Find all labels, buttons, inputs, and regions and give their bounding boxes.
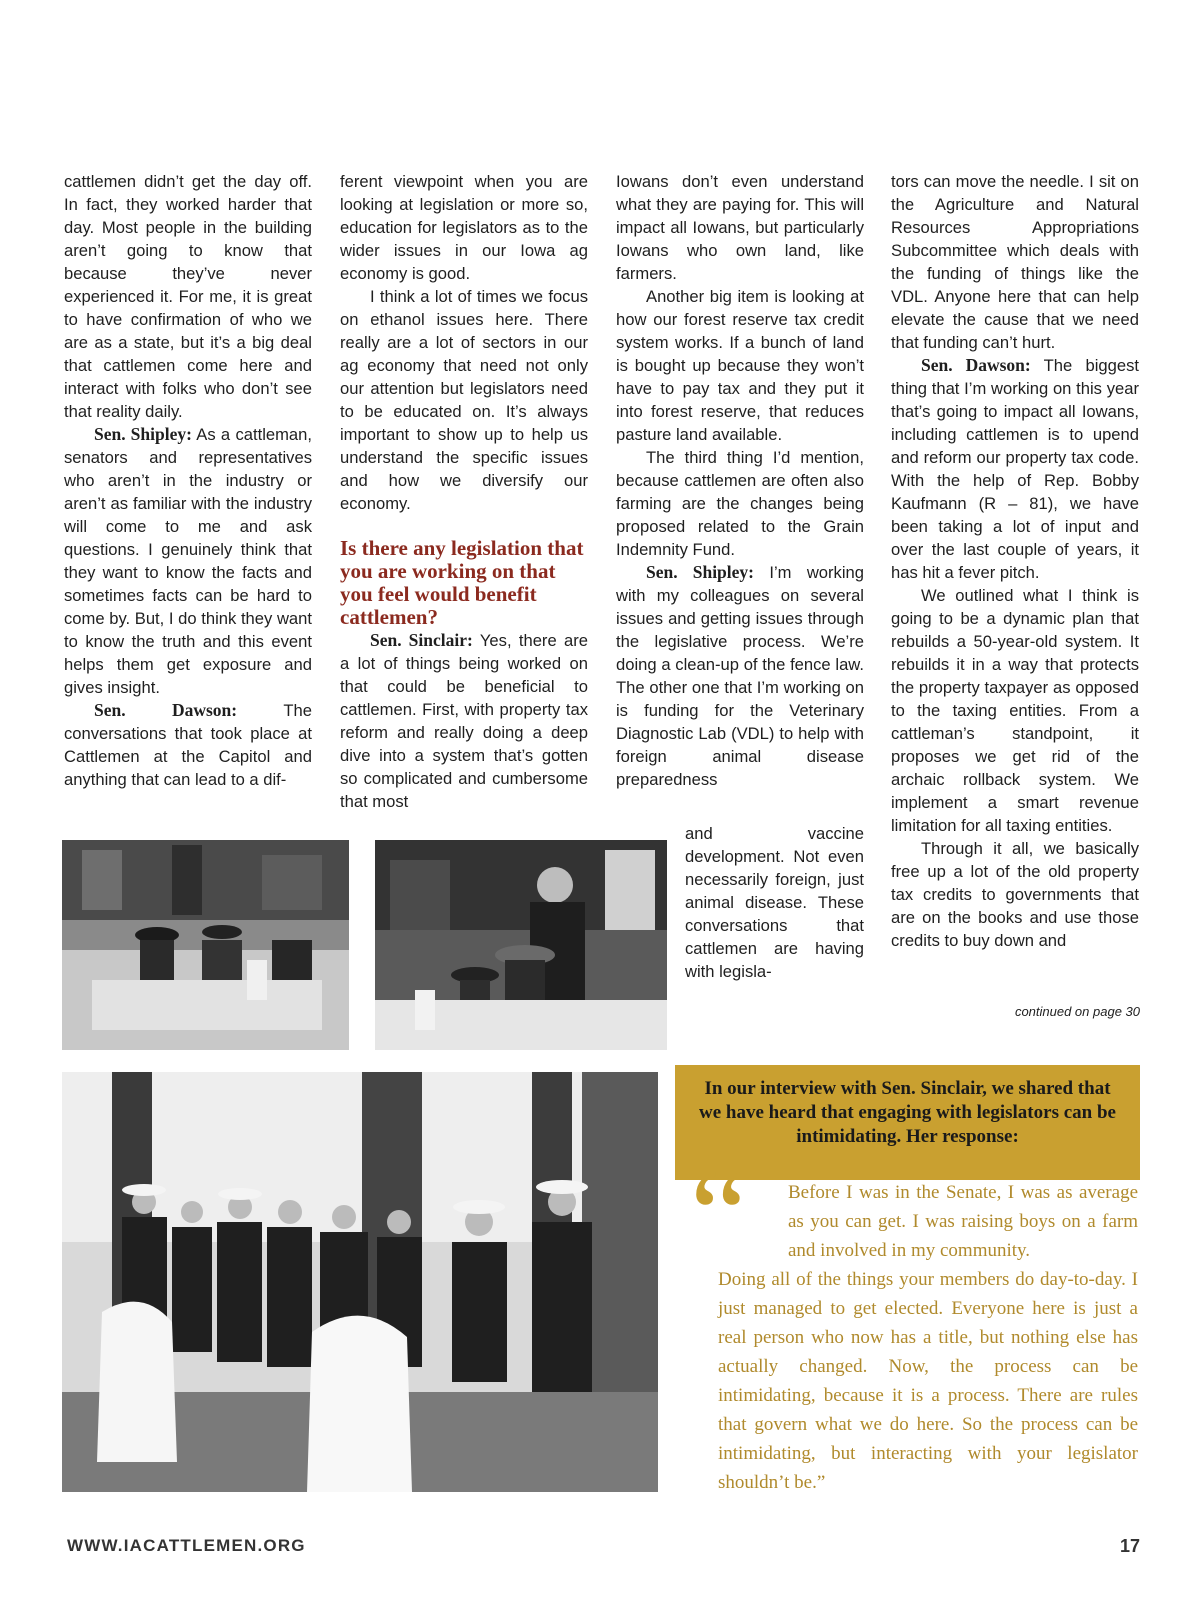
article-column-1 — [64, 170, 312, 791]
pull-quote-lead: Before I was in the Senate, I was as average as you can get. I was raising boys on a farm and involved in my community. — [788, 1182, 1138, 1261]
paragraph: tors can move the needle. I sit on the Agriculture and Natural Resources Appropriations Subcommittee which deals with the funding of things like the VDL. Anyone here that can help elevate the cause that we need that funding can’t hurt. — [891, 172, 1139, 352]
paragraph: Iowans don’t even understand what they are paying for. This will impact all Iowans, but particularly Iowans who own land, like farmers. — [616, 172, 864, 283]
paragraph — [340, 629, 588, 813]
article-column-2 — [340, 170, 588, 813]
paragraph-text: The biggest thing that I’m working on this year that’s going to impact all Iowans, including cattlemen is to upend and reform our property tax code. With the help of Rep. Bobby Kaufmann (R – 81), we have been taking a lot of input and over the last couple of years, it has hit a fever pitch. — [891, 356, 1139, 582]
speaker-name: Sen. Shipley: — [94, 424, 192, 444]
paragraph — [64, 699, 312, 791]
paragraph: cattlemen didn’t get the day off. In fact, they worked harder that day. Most people in the building aren’t going to know that because they’ve never experienced it. For me, it is great to have confirmation of who we are as a state, but it’s a big deal that cattlemen come here and interact with folks who don’t see that reality daily. — [64, 172, 312, 421]
continued-note: continued on page 30 — [1014, 1004, 1140, 1019]
paragraph-text: I’m working with my colleagues on several issues and getting issues through the legislative process. We’re doing a clean-up of the fence law. The other one that I’m working on is funding for the Veterinary Diagnostic Lab (VDL) to help with foreign animal disease preparedness — [616, 563, 864, 789]
article-column-4 — [891, 170, 1139, 952]
speaker-name: Sen. Sinclair: — [370, 630, 473, 650]
paragraph — [891, 354, 1139, 584]
speaker-name: Sen. Shipley: — [646, 562, 754, 582]
paragraph: We outlined what I think is going to be a dynamic plan that rebuilds a 50-year-old system. It rebuilds it in a way that protects the property taxpayer as opposed to the taxing entities. From a cattleman’s standpoint, it proposes we get rid of the archaic rollback system. We implement a smart revenue limitation for all taxing entities. — [891, 586, 1139, 835]
event-photo-luncheon — [62, 840, 349, 1050]
pull-quote — [718, 1178, 1138, 1497]
photo-group-image — [62, 1072, 658, 1492]
group-photo-cattlemen — [62, 1072, 658, 1492]
speaker-name: Sen. Dawson: — [94, 700, 238, 720]
footer-website: WWW.IACATTLEMEN.ORG — [67, 1536, 306, 1555]
paragraph: The third thing I’d mention, because cattlemen are often also farming are the changes being proposed related to the Grain Indemnity Fund. — [616, 448, 864, 559]
interview-question: Is there any legislation that you are working on that you feel would benefit cattlemen? — [340, 536, 584, 629]
photo-luncheon-image — [62, 840, 349, 1050]
page-number: 17 — [1119, 1536, 1140, 1556]
paragraph — [616, 561, 864, 791]
paragraph-text: Yes, there are a lot of things being worked on that could be beneficial to cattlemen. First, with property tax reform and really doing a deep dive into a system that’s gotten so complicated and cumbersome that most — [340, 631, 588, 811]
paragraph: Through it all, we basically free up a lot of the old property tax credits to governments that are on the books and use those credits to buy down and — [891, 839, 1139, 950]
event-photo-senator-children — [375, 840, 667, 1050]
paragraph — [64, 423, 312, 699]
paragraph-text: The conversations that took place at Cattlemen at the Capitol and anything that can lead to a dif- — [64, 701, 312, 789]
speaker-name: Sen. Dawson: — [921, 355, 1031, 375]
article-column-3 — [616, 170, 864, 791]
paragraph: ferent viewpoint when you are looking at legislation or more so, education for legislators as to the wider issues in our Iowa ag economy is good. — [340, 172, 588, 283]
callout-heading-box: In our interview with Sen. Sinclair, we shared that we have heard that engaging with legislators can be intimidating. Her response: — [675, 1065, 1140, 1180]
photo-senator-image — [375, 840, 667, 1050]
paragraph-text: As a cattleman, senators and representatives who aren’t in the industry or aren’t as familiar with the industry will come to me and ask questions. I genuinely think that they want to know the facts and sometimes facts can be hard to come by. But, I do think they want to know the truth and this event helps them get exposure and gives insight. — [64, 425, 312, 697]
paragraph: Another big item is looking at how our forest reserve tax credit system works. If a bunch of land is bought up because they won’t have to pay tax and they put it into forest reserve, that reduces pasture land available. — [616, 287, 864, 444]
pull-quote-text: Doing all of the things your members do day-to-day. I just managed to get elected. Everyone here is just a real person who now has a title, but nothing else has actually changed. Now, the process can be intimidating, because it is a process. There are rules that govern what we do here. So the process can be intimidating, but interacting with your legislator shouldn’t be.” — [718, 1269, 1138, 1493]
article-column-3-wrap: and vaccine development. Not even necessarily foreign, just animal disease. These conversations that cattlemen are having with legisla- — [685, 824, 864, 981]
paragraph: I think a lot of times we focus on ethanol issues here. There really are a lot of sectors in our ag economy that need not only our attention but legislators need to be educated on. It’s always important to show up to help us understand the specific issues and how we diversify our economy. — [340, 287, 588, 513]
quote-mark-icon: “ — [690, 1143, 748, 1287]
